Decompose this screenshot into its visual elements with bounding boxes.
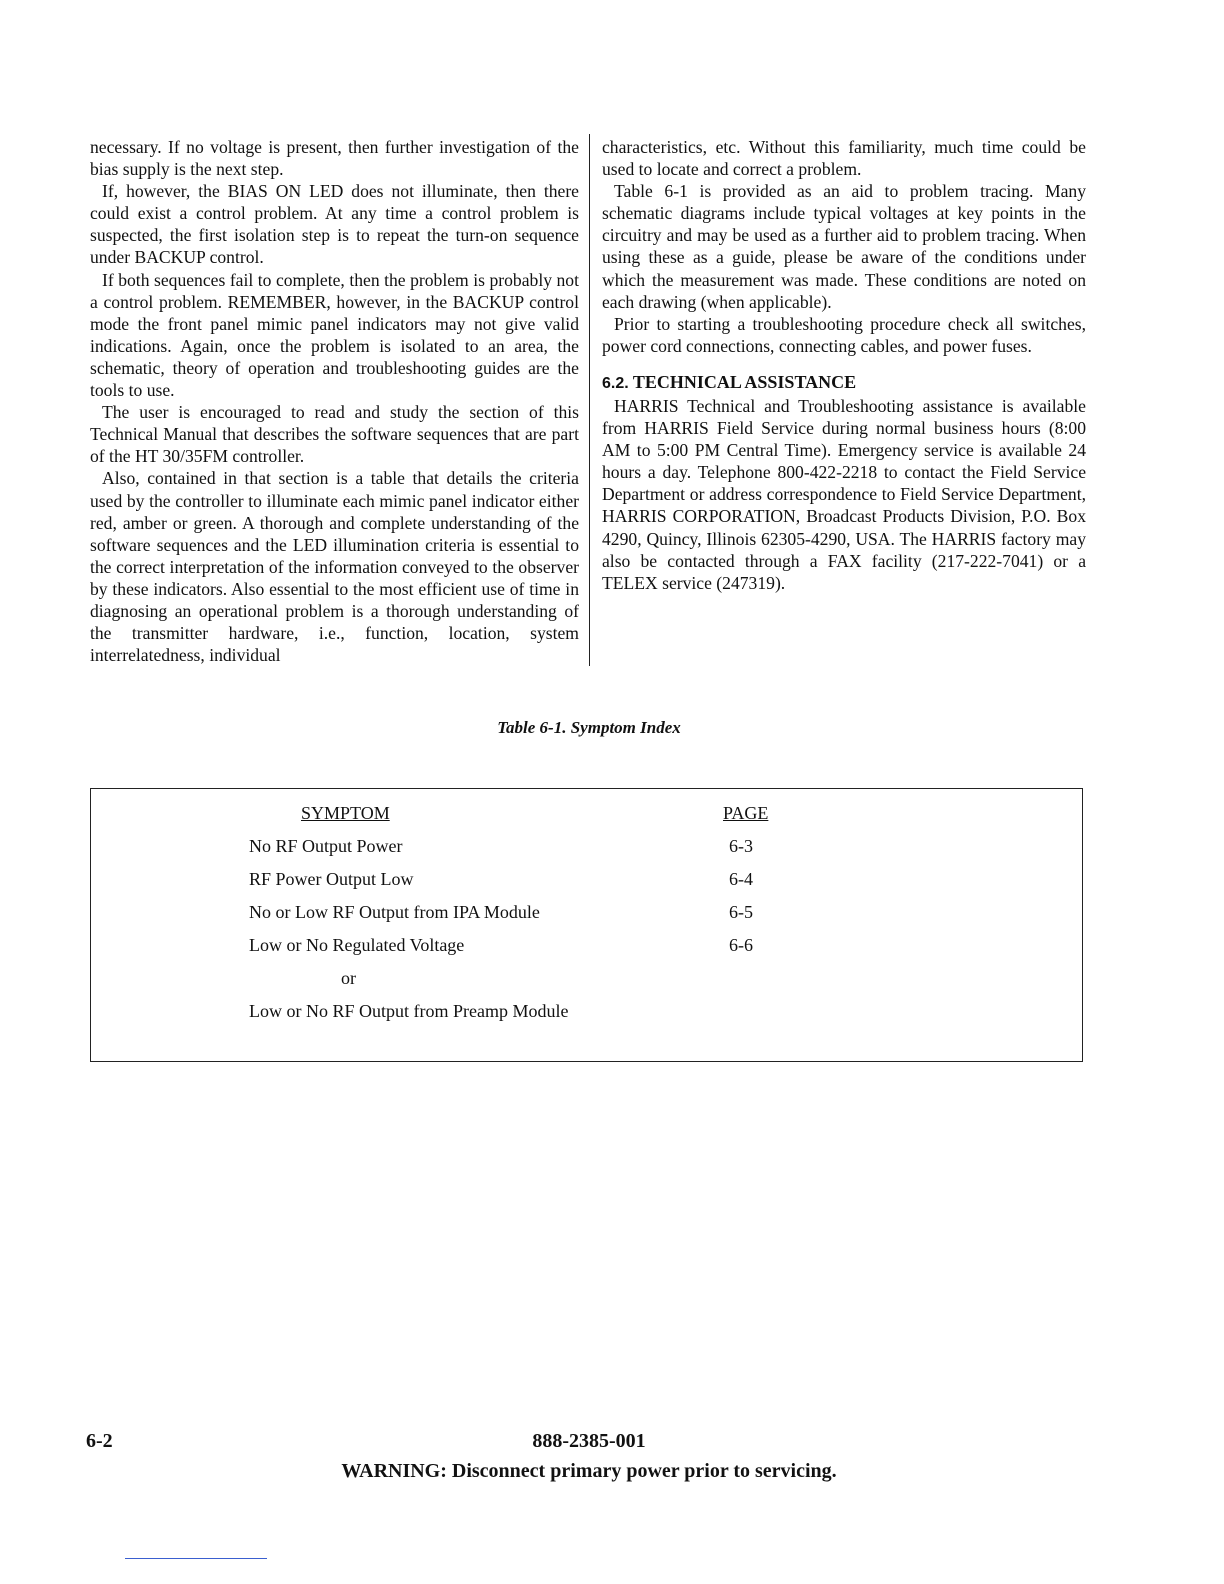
table-row-symptom: Low or No RF Output from Preamp Module <box>249 1001 569 1021</box>
table-row-page: 6-5 <box>729 902 753 922</box>
scan-artifact-line <box>125 1558 267 1559</box>
paragraph: If both sequences fail to complete, then the problem is probably not a control problem. REMEMBER, however, in the BACKUP control mode the front panel mimic panel indicators may not give valid indications. Again, once the problem is isolated to an area, the schematic, theory of operation and troubleshooting guides are the tools to use. <box>90 269 579 401</box>
paragraph: If, however, the BIAS ON LED does not illuminate, then there could exist a control problem. At any time a control problem is suspected, the first isolation step is to repeat the turn-on sequence under BACKUP control. <box>90 181 579 268</box>
paragraph: necessary. If no voltage is present, then further investigation of the bias supply is the next step. <box>90 137 579 180</box>
document-number: 888-2385-001 <box>532 1430 646 1452</box>
table-row-page: 6-3 <box>729 836 753 856</box>
paragraph: Also, contained in that section is a table that details the criteria used by the controller to illuminate each mimic panel indicator either red, amber or green. A thorough and complete understanding of the software sequences and the LED illumination criteria is essential to the correct interpretation of the information conveyed to the observer by these indicators. Also essential to the most efficient use of time in diagnosing an operational problem is a thorough understanding of the transmitter hardware, i.e., function, location, system interrelatedness, individual <box>90 468 579 666</box>
right-text-column <box>602 136 1086 594</box>
table-row-page: 6-6 <box>729 935 753 955</box>
symptom-index-table <box>90 788 1083 1062</box>
paragraph: Table 6-1 is provided as an aid to problem tracing. Many schematic diagrams include typical voltages at key points in the circuitry and may be used as a further aid to problem tracing. When using these as a guide, please be aware of the conditions under which the measurement was made. These conditions are noted on each drawing (when applicable). <box>602 181 1086 312</box>
left-text-column <box>90 136 579 666</box>
paragraph: HARRIS Technical and Troubleshooting assistance is available from HARRIS Field Service during normal business hours (8:00 AM to 5:00 PM Central Time). Emergency service is available 24 hours a day. Telephone 800-422-2218 to contact the Field Service Department or address correspondence to Field Service Department, HARRIS CORPORATION, Broadcast Products Division, P.O. Box 4290, Quincy, Illinois 62305-4290, USA. The HARRIS factory may also be contacted through a FAX facility (217-222-7041) or a TELEX service (247319). <box>602 395 1086 593</box>
table-caption: Table 6-1. Symptom Index <box>497 718 681 737</box>
table-row-page: 6-4 <box>729 869 753 889</box>
paragraph: The user is encouraged to read and study the section of this Technical Manual that describes the software sequences that are part of the HT 30/35FM controller. <box>90 402 579 467</box>
section-number: 6.2. <box>602 374 629 392</box>
section-title: TECHNICAL ASSISTANCE <box>632 371 857 392</box>
paragraph: Prior to starting a troubleshooting procedure check all switches, power cord connections, connecting cables, and power fuses. <box>602 313 1086 356</box>
column-divider <box>589 134 590 666</box>
warning-text: WARNING: Disconnect primary power prior to servicing. <box>341 1460 837 1482</box>
table-or-text: or <box>341 968 356 988</box>
table-row-symptom: Low or No Regulated Voltage <box>249 935 465 955</box>
page-number: 6-2 <box>86 1430 113 1452</box>
paragraph: characteristics, etc. Without this familiarity, much time could be used to locate and correct a problem. <box>602 137 1086 180</box>
column-header-page: PAGE <box>723 803 769 823</box>
section-heading <box>602 371 1086 395</box>
table-row-symptom: No RF Output Power <box>249 836 403 856</box>
column-header-symptom: SYMPTOM <box>301 803 390 823</box>
table-row-symptom: No or Low RF Output from IPA Module <box>249 902 540 922</box>
table-row-symptom: RF Power Output Low <box>249 869 414 889</box>
